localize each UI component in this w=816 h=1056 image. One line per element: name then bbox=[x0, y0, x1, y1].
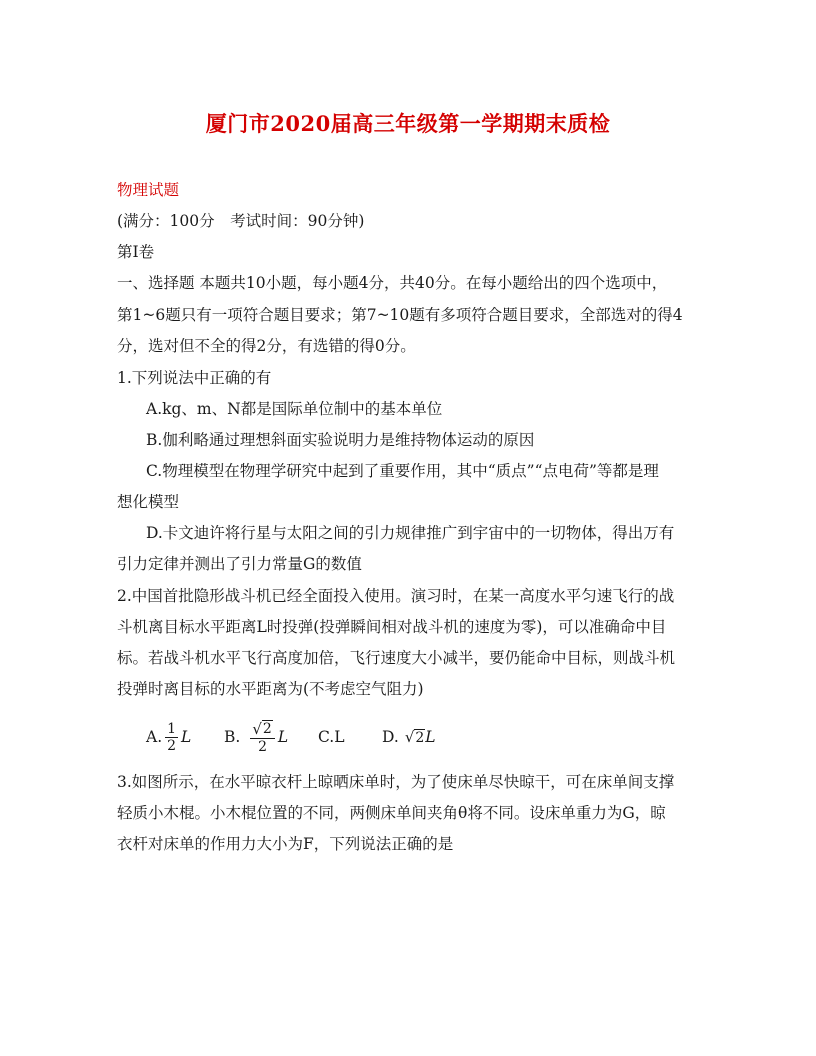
fraction bbox=[165, 721, 178, 754]
question-2-stem-line: 斗机离目标水平距离L时投弹(投弹瞬间相对战斗机的速度为零)，可以准确命中目 bbox=[117, 618, 667, 636]
option-label: D. bbox=[382, 728, 399, 746]
question-1-option-b: B.伽利略通过理想斜面实验说明力是维持物体运动的原因 bbox=[146, 431, 535, 449]
radicand: 2 bbox=[262, 720, 272, 737]
variable: L bbox=[425, 728, 436, 746]
question-1-option-c: C.物理模型在物理学研究中起到了重要作用，其中“质点”“点电荷”等都是理 bbox=[146, 462, 659, 480]
fraction-numerator: 1 bbox=[167, 720, 177, 737]
sqrt-icon: √ bbox=[404, 728, 415, 746]
question-3-stem-line: 衣杆对床单的作用力大小为F，下列说法正确的是 bbox=[117, 835, 454, 853]
variable: L bbox=[277, 728, 289, 746]
score-time-line: (满分：100分 考试时间：90分钟) bbox=[117, 212, 365, 230]
question-1-option-d: D.卡文迪许将行星与太阳之间的引力规律推广到宇宙中的一切物体，得出万有 bbox=[146, 524, 675, 542]
sqrt bbox=[252, 720, 272, 737]
radicand: 2 bbox=[415, 730, 425, 746]
question-1-option-a: A.kg、m、N都是国际单位制中的基本单位 bbox=[146, 400, 443, 418]
option-label: A. bbox=[146, 728, 163, 746]
fraction-denominator: 2 bbox=[258, 738, 268, 755]
subject-label: 物理试题 bbox=[117, 181, 180, 199]
question-2-option-d bbox=[382, 717, 436, 757]
question-2-option-a bbox=[146, 717, 191, 757]
question-3-stem-line: 轻质小木棍。小木棍位置的不同，两侧床单间夹角θ将不同。设床单重力为G，晾 bbox=[117, 804, 666, 822]
sqrt bbox=[405, 728, 425, 746]
instruction-line: 分，选对但不全的得2分，有选错的得0分。 bbox=[117, 337, 416, 355]
volume-label: 第I卷 bbox=[117, 243, 155, 261]
instruction-line: 第1~6题只有一项符合题目要求；第7~10题有多项符合题目要求，全部选对的得4 bbox=[117, 306, 683, 324]
question-2-option-b bbox=[224, 717, 288, 757]
fraction-denominator: 2 bbox=[167, 737, 177, 754]
fraction bbox=[250, 720, 274, 755]
question-2-option-c: C.L bbox=[318, 728, 345, 746]
question-2-stem-line: 标。若战斗机水平飞行高度加倍，飞行速度大小减半，要仍能命中目标，则战斗机 bbox=[117, 649, 676, 667]
exam-title: 厦门市2020届高三年级第一学期期末质检 bbox=[205, 111, 611, 136]
question-1-stem: 1.下列说法中正确的有 bbox=[117, 369, 272, 387]
question-2-stem-line: 2.中国首批隐形战斗机已经全面投入使用。演习时，在某一高度水平匀速飞行的战 bbox=[117, 587, 675, 605]
question-3-stem-line: 3.如图所示，在水平晾衣杆上晾晒床单时，为了使床单尽快晾干，可在床单间支撑 bbox=[117, 773, 675, 791]
question-2-stem-line: 投弹时离目标的水平距离为(不考虑空气阻力) bbox=[117, 680, 424, 698]
question-1-option-c-cont: 想化模型 bbox=[117, 493, 180, 511]
instruction-line: 一、选择题 本题共10小题，每小题4分，共40分。在每小题给出的四个选项中， bbox=[117, 274, 668, 292]
variable: L bbox=[181, 728, 192, 746]
option-label: B. bbox=[224, 728, 241, 746]
fraction-numerator bbox=[250, 720, 274, 739]
question-1-option-d-cont: 引力定律并测出了引力常量G的数值 bbox=[117, 555, 362, 573]
sqrt-icon: √ bbox=[252, 719, 262, 738]
